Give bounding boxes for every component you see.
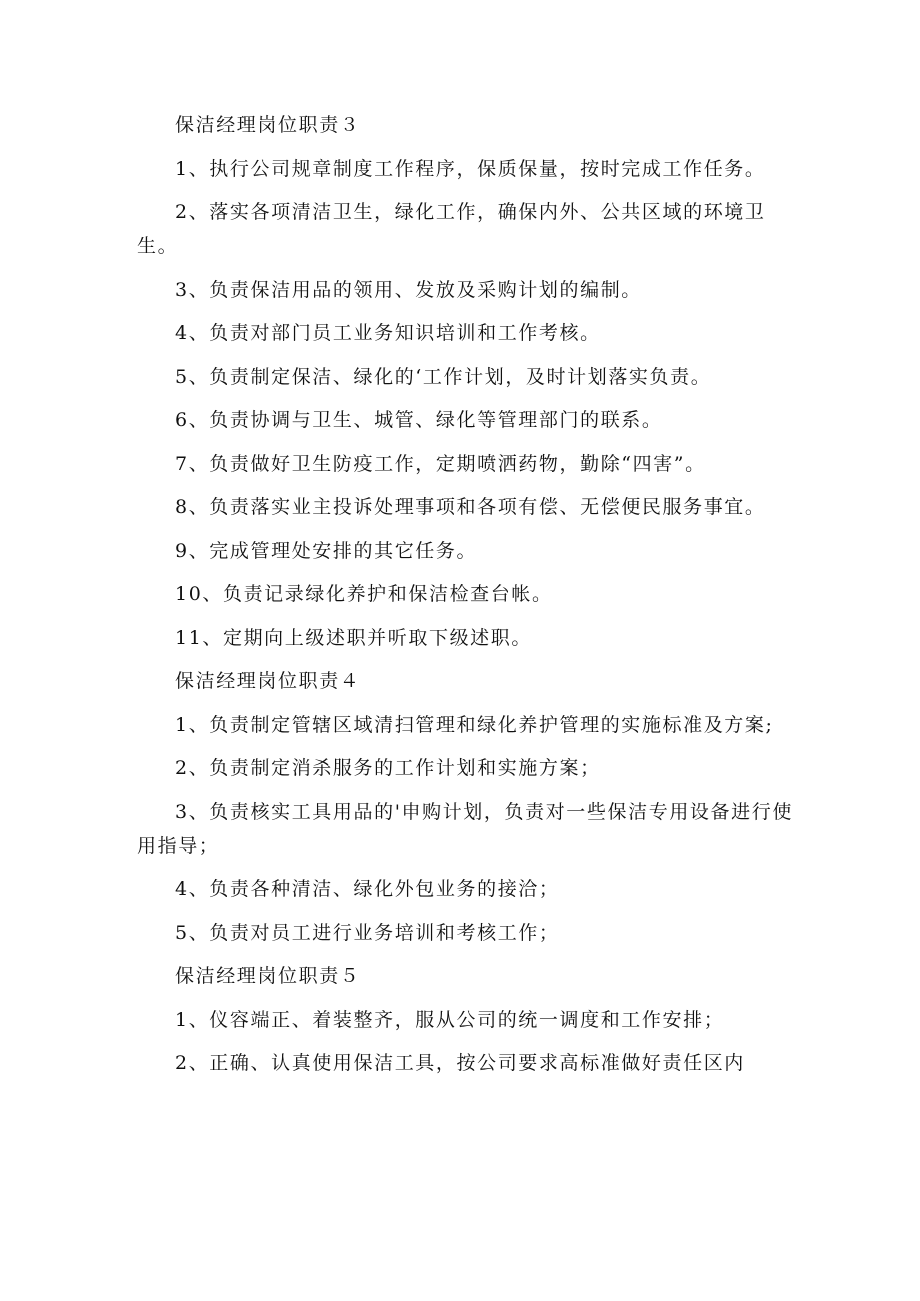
duty-item: 1、负责制定管辖区域清扫管理和绿化养护管理的实施标准及方案; (175, 713, 774, 736)
section-title: 保洁经理岗位职责４ (175, 670, 361, 692)
duty-item: 4、负责各种清洁、绿化外包业务的接洽； (175, 878, 560, 900)
duty-item: 3、负责核实工具用品的'申购计划，负责对一些保洁专用设备进行使用指导； (137, 800, 793, 857)
duty-item: 10、负责记录绿化养护和保洁检查台帐。 (175, 583, 553, 605)
duty-item: 2、正确、认真使用保洁工具，按公司要求高标准做好责任区内 (175, 1052, 745, 1074)
duty-item: 8、负责落实业主投诉处理事项和各项有偿、无偿便民服务事宜。 (175, 496, 766, 518)
duty-item: 5、负责制定保洁、绿化的‘工作计划，及时计划落实负责。 (175, 365, 712, 388)
section-title: 保洁经理岗位职责５ (175, 965, 361, 987)
duty-item: 11、定期向上级述职并听取下级述职。 (175, 626, 532, 649)
duty-item: 7、负责做好卫生防疫工作，定期喷洒药物，勤除“四害”。 (175, 452, 706, 475)
duty-item: 1、执行公司规章制度工作程序，保质保量，按时完成工作任务。 (175, 157, 766, 180)
duty-item: 3、负责保洁用品的领用、发放及采购计划的编制。 (175, 278, 642, 301)
duty-item: 4、负责对部门员工业务知识培训和工作考核。 (175, 322, 601, 344)
duty-item: 9、完成管理处安排的其它任务。 (175, 539, 478, 562)
document-body (137, 108, 797, 1090)
duty-item: 5、负责对员工进行业务培训和考核工作； (175, 921, 560, 944)
duty-item: 2、落实各项清洁卫生，绿化工作，确保内外、公共区域的环境卫生。 (137, 201, 766, 257)
duty-item: 6、负责协调与卫生、城管、绿化等管理部门的联系。 (175, 409, 663, 431)
duty-item: 2、负责制定消杀服务的工作计划和实施方案； (175, 757, 601, 779)
duty-item: 1、仪容端正、着装整齐，服从公司的统一调度和工作安排； (175, 1008, 725, 1031)
section-title: 保洁经理岗位职责３ (175, 114, 361, 136)
